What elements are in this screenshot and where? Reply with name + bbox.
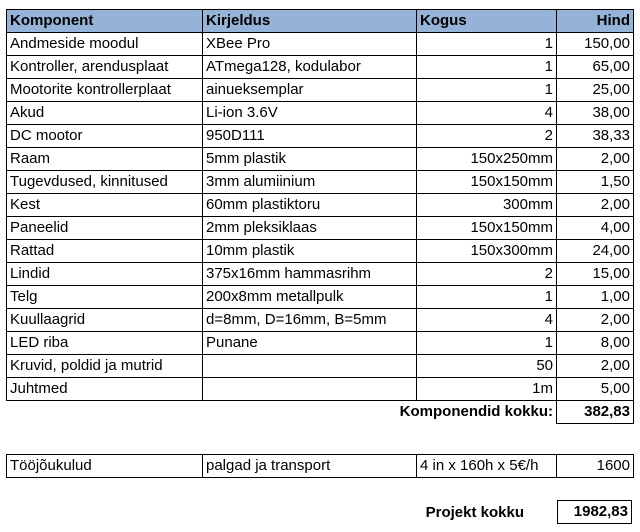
cell-komponent: Paneelid [7, 217, 203, 240]
cell-kirjeldus: 375x16mm hammasrihm [203, 263, 417, 286]
cell-hind: 1,00 [557, 286, 634, 309]
labor-kirjeldus: palgad ja transport [203, 455, 417, 478]
cell-kogus: 150x250mm [417, 148, 557, 171]
cell-kirjeldus: d=8mm, D=16mm, B=5mm [203, 309, 417, 332]
cell-komponent: Lindid [7, 263, 203, 286]
cell-komponent: Kest [7, 194, 203, 217]
cell-kogus: 300mm [417, 194, 557, 217]
cell-kogus: 50 [417, 355, 557, 378]
cell-kirjeldus [203, 355, 417, 378]
cell-kirjeldus: Punane [203, 332, 417, 355]
table-row [7, 309, 634, 332]
cell-kogus: 1m [417, 378, 557, 401]
cell-hind: 8,00 [557, 332, 634, 355]
cell-komponent: Juhtmed [7, 378, 203, 401]
cell-kirjeldus: ainueksemplar [203, 79, 417, 102]
table-row [7, 263, 634, 286]
cell-kogus: 150x300mm [417, 240, 557, 263]
cell-hind: 2,00 [557, 309, 634, 332]
cell-kirjeldus [203, 378, 417, 401]
cell-kirjeldus: 2mm pleksiklaas [203, 217, 417, 240]
table-row [7, 125, 634, 148]
cell-hind: 15,00 [557, 263, 634, 286]
cell-kirjeldus: 3mm alumiinium [203, 171, 417, 194]
components-total-row [7, 401, 634, 424]
cell-hind: 4,00 [557, 217, 634, 240]
table-row [7, 171, 634, 194]
cell-komponent: Kuullaagrid [7, 309, 203, 332]
cell-kogus: 1 [417, 33, 557, 56]
components-table [6, 9, 634, 424]
cell-kirjeldus: 5mm plastik [203, 148, 417, 171]
cell-kogus: 2 [417, 263, 557, 286]
cell-komponent: Tugevdused, kinnitused [7, 171, 203, 194]
labor-komponent: Tööjõukulud [7, 455, 203, 478]
cell-kogus: 1 [417, 332, 557, 355]
cell-hind: 2,00 [557, 148, 634, 171]
cell-kogus: 4 [417, 102, 557, 125]
table-row [7, 194, 634, 217]
header-hind: Hind [557, 10, 634, 33]
cell-komponent: Telg [7, 286, 203, 309]
cell-hind: 38,00 [557, 102, 634, 125]
cell-kirjeldus: 10mm plastik [203, 240, 417, 263]
table-row [7, 355, 634, 378]
table-row [7, 102, 634, 125]
table-row [7, 148, 634, 171]
labor-table [6, 454, 634, 478]
components-body [7, 33, 634, 401]
cell-kogus: 150x150mm [417, 171, 557, 194]
cell-hind: 25,00 [557, 79, 634, 102]
cell-komponent: Mootorite kontrollerplaat [7, 79, 203, 102]
labor-kogus: 4 in x 160h x 5€/h [417, 455, 557, 478]
table-row [7, 33, 634, 56]
table-row [7, 56, 634, 79]
project-total-label: Projekt kokku [425, 504, 524, 521]
cell-kogus: 1 [417, 56, 557, 79]
cell-kirjeldus: 60mm plastiktoru [203, 194, 417, 217]
cell-hind: 65,00 [557, 56, 634, 79]
empty-cell [7, 401, 203, 424]
cell-kirjeldus: ATmega128, kodulabor [203, 56, 417, 79]
cell-hind: 5,00 [557, 378, 634, 401]
cell-hind: 150,00 [557, 33, 634, 56]
cell-komponent: Andmeside moodul [7, 33, 203, 56]
components-total-label: Komponendid kokku: [399, 403, 553, 421]
table-row [7, 217, 634, 240]
cell-hind: 2,00 [557, 355, 634, 378]
labor-hind: 1600 [557, 455, 634, 478]
cell-hind: 38,33 [557, 125, 634, 148]
cell-komponent: DC mootor [7, 125, 203, 148]
cell-komponent: Raam [7, 148, 203, 171]
cell-kogus: 2 [417, 125, 557, 148]
cell-komponent: LED riba [7, 332, 203, 355]
cell-hind: 24,00 [557, 240, 634, 263]
cell-kirjeldus: 950D111 [203, 125, 417, 148]
cell-kirjeldus: Li-ion 3.6V [203, 102, 417, 125]
table-row [7, 332, 634, 355]
cell-komponent: Rattad [7, 240, 203, 263]
cell-kirjeldus: XBee Pro [203, 33, 417, 56]
cell-kogus: 1 [417, 286, 557, 309]
cell-hind: 2,00 [557, 194, 634, 217]
table-row [7, 378, 634, 401]
components-total-value: 382,83 [557, 401, 634, 424]
header-kirjeldus: Kirjeldus [203, 10, 417, 33]
table-row [7, 286, 634, 309]
cell-kirjeldus: 200x8mm metallpulk [203, 286, 417, 309]
project-total-value: 1982,83 [557, 500, 632, 524]
table-header-row [7, 10, 634, 33]
cell-kogus: 1 [417, 79, 557, 102]
header-kogus: Kogus [417, 10, 557, 33]
cell-hind: 1,50 [557, 171, 634, 194]
cell-kogus: 4 [417, 309, 557, 332]
table-row [7, 79, 634, 102]
cell-kogus: 150x150mm [417, 217, 557, 240]
cell-komponent: Kruvid, poldid ja mutrid [7, 355, 203, 378]
table-row [7, 240, 634, 263]
labor-row [7, 455, 634, 478]
cell-komponent: Kontroller, arendusplaat [7, 56, 203, 79]
cell-komponent: Akud [7, 102, 203, 125]
header-komponent: Komponent [7, 10, 203, 33]
